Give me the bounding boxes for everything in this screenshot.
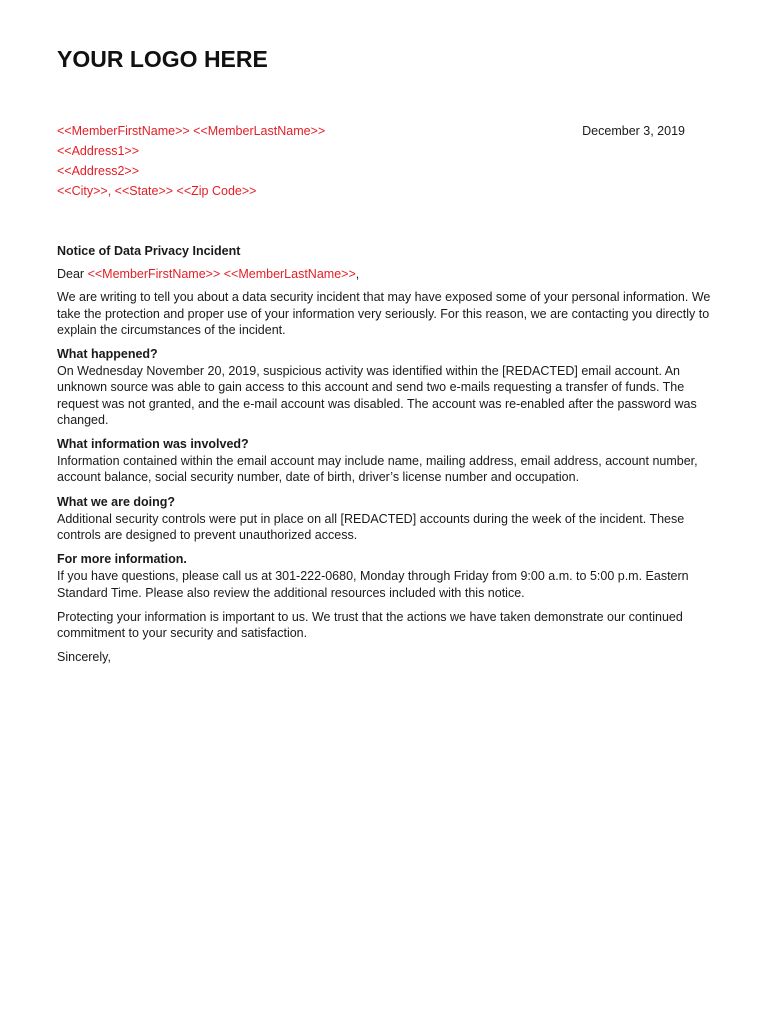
section-heading: What we are doing? (57, 494, 176, 509)
section-heading: What happened? (57, 347, 158, 362)
section-text: Additional security controls were put in place on all [REDACTED] accounts during the week of the incident. These controls are designed to prevent unauthorized access. (57, 511, 685, 543)
logo-placeholder: YOUR LOGO HERE (57, 46, 268, 72)
recipient-address-block (57, 121, 325, 201)
salutation-suffix: , (355, 267, 360, 282)
section-what-happened (57, 346, 712, 428)
closing-paragraph: Protecting your information is important to us. We trust that the actions we have taken demonstrate our continued commitment to your security and satisfaction. (57, 609, 683, 641)
recipient-address2: <<Address2>> (57, 164, 140, 178)
letter-date: December 3, 2019 (582, 124, 685, 138)
section-text: On Wednesday November 20, 2019, suspicious activity was identified within the [REDACTED] email account. An unknown source was able to gain access to this account and send two e-mails requesting a transfer of funds. The request was not granted, and the e-mail account was disabled. The account was re-enabled after the password was changed. (57, 364, 697, 427)
recipient-city-line: <<City>>, <<State>> <<Zip Code>> (57, 184, 257, 198)
section-heading: For more information. (57, 552, 187, 567)
section-information-involved (57, 436, 712, 486)
salutation-name: <<MemberFirstName>> <<MemberLastName>> (87, 267, 356, 282)
recipient-name-line: <<MemberFirstName>> <<MemberLastName>> (57, 124, 326, 138)
recipient-address1: <<Address1>> (57, 144, 140, 158)
intro-paragraph: We are writing to tell you about a data security incident that may have exposed some of your personal information. We take the protection and proper use of your information very seriously. For this reason, we are contacting you directly to explain the circumstances of the incident. (57, 290, 711, 337)
letter-body (57, 243, 712, 673)
letter-subject: Notice of Data Privacy Incident (57, 244, 241, 258)
sign-off: Sincerely, (57, 650, 111, 665)
salutation (57, 266, 712, 282)
section-text: If you have questions, please call us at 301-222-0680, Monday through Friday from 9:00 a.m. to 5:00 p.m. Eastern Standard Time. Please also review the additional resources included with this notice. (57, 569, 689, 600)
salutation-prefix: Dear (57, 267, 88, 282)
section-heading: What information was involved? (57, 437, 249, 452)
section-what-we-are-doing (57, 494, 712, 544)
section-more-information (57, 551, 712, 601)
section-text: Information contained within the email account may include name, mailing address, email address, account number, account balance, social security number, date of birth, driver’s license number and occupation. (57, 454, 698, 485)
